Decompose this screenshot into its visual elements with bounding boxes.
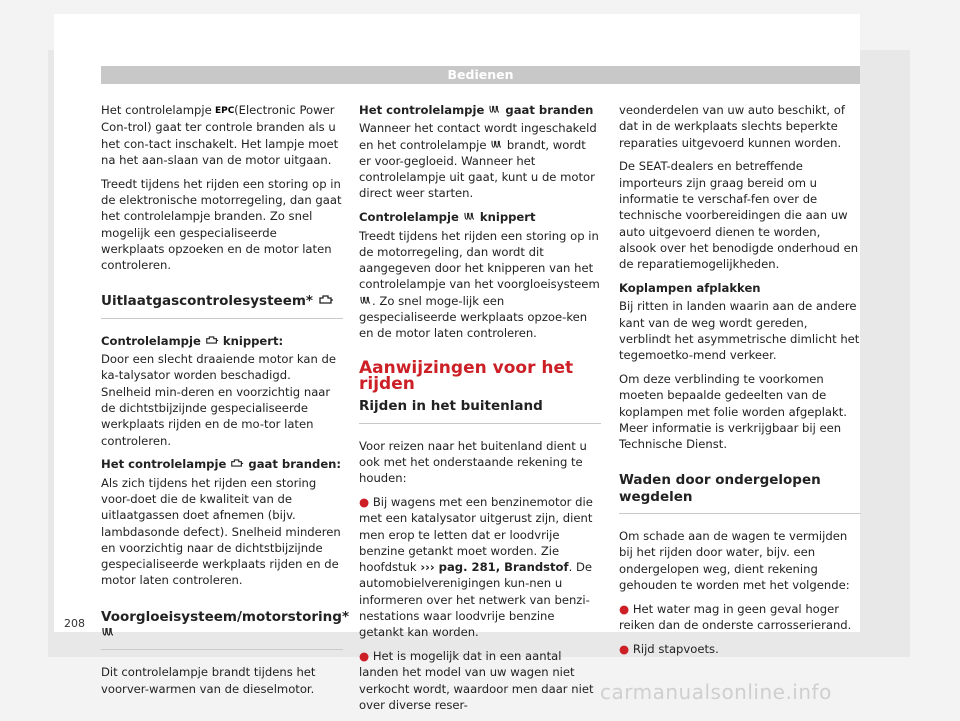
page-number: 208 — [64, 617, 85, 630]
paragraph: Om deze verblinding te voorkomen moeten bepaalde gedeelten van de koplampen met folie worden afgeplakt. Meer informatie is verkrijgbaar bij een Technische Dienst. — [619, 371, 847, 452]
paragraph: Om schade aan de wagen te vermijden bij het rijden door water, bijv. een ondergelopen weg, dient rekening gehouden te worden met het volgende: — [619, 529, 850, 592]
glow-plug-icon — [488, 103, 501, 117]
glow-plug-icon — [359, 294, 372, 308]
subheading: Koplampen afplakken — [619, 280, 761, 295]
watermark: carmanualsonline.info — [600, 680, 832, 704]
chapter-title: Aanwijzingen voor het rijden — [359, 357, 574, 394]
divider — [359, 423, 601, 424]
bullet-item: ● Het is mogelijk dat in een aantal landen het model van uw wagen niet verkocht wordt, waardoor men daar niet over diverse reser- — [359, 649, 594, 712]
paragraph: Dit controlelampje brandt tijdens het voorver-warmen van de dieselmotor. — [101, 665, 316, 696]
bullet-item: ● Rijd stapvoets. — [619, 641, 719, 656]
exhaust-emission-icon — [318, 293, 334, 309]
column-1 — [101, 102, 350, 704]
subheading: Controlelampje knippert — [359, 210, 536, 225]
section-heading-glow: Voorgloeisysteem/motorstoring* — [101, 609, 343, 651]
bullet-item: ● Het water mag in geen geval hoger reiken dan de onderste carrosserierand. — [619, 601, 852, 633]
paragraph: Het controlelampje EPC (Electronic Power Con-trol) gaat ter controle branden als u het con-tact inschakelt. Het lampje moet na het aan-slaan van de motor uitgaan. — [101, 103, 339, 167]
section-header: Bedienen — [101, 66, 860, 84]
exhaust-emission-icon — [230, 457, 244, 471]
glow-plug-icon — [101, 625, 115, 641]
paragraph: Treedt tijdens het rijden een storing op in de elektronische motorregeling, dan gaat het controlelampje branden. Zo snel mogelijk een gespecialiseerde werkplaats opzoeken en de motor laten controleren. — [101, 176, 342, 273]
glow-plug-icon — [490, 138, 503, 152]
subheading: Het controlelampje gaat branden: — [101, 457, 342, 472]
paragraph: veonderdelen van uw auto beschikt, of dat in de werkplaats slechts beperkte reparaties uitgevoerd kunnen worden. — [619, 103, 845, 150]
paragraph: De SEAT-dealers en betreffende importeurs zijn graag bereid om u informatie te verschaf-fen over de technische voorbereidingen die aan uw auto uitgevoerd dienen te worden, alsook over het benodigde onderhoud en de reparatiemogelijkheden. — [619, 159, 859, 272]
paragraph: Voor reizen naar het buitenland dient u ook met het onderstaande rekening te houden: — [359, 438, 587, 486]
bullet-icon: ● — [619, 641, 630, 656]
exhaust-emission-icon — [205, 334, 219, 348]
paragraph: Treedt tijdens het rijden een storing op in de motorregeling, dan wordt dit aangegeven door het knipperen van het controlelampje van het voorgloeisysteem . Zo snel moge-lijk een gespecialiseerde werkplaats opzoe-ken en de motor laten controleren. — [359, 228, 600, 341]
svg-text:EPC: EPC — [215, 106, 235, 116]
paragraph: Door een slecht draaiende motor kan de ka-talysator worden beschadigd. Snelheid min-deren en voorzichtig naar de dichtstbijzijnde gespecialiseerde werkplaats rijden en de mo-tor laten controleren. — [101, 352, 337, 448]
bullet-item: ● Bij wagens met een benzinemotor die met een katalysator uitgerust zijn, dient men erop te letten dat er loodvrije benzine getankt moet worden. Zie hoofdstuk ››› pag. 281, Brandstof. De automobielverenigingen kun-nen u informeren over het netwerk van benzi-nestations waar loodvrije benzine getankt kan worden. — [359, 494, 593, 640]
bullet-icon: ● — [359, 494, 370, 509]
column-3 — [619, 102, 861, 665]
bullet-icon: ● — [619, 601, 630, 616]
subheading: Controlelampje knippert: — [101, 333, 284, 348]
section-heading-wading: Waden door ondergelopen wegdelen — [619, 472, 861, 514]
page-reference-link[interactable]: ››› pag. 281, Brandstof — [420, 560, 569, 575]
paragraph: Als zich tijdens het rijden een storing voor-doet die de kwaliteit van de uitlaatgassen doet afnemen (bijv. lambdasonde defect). Snelheid minderen en voorzichtig naar de dichtstbijzijnde gespecialiseerde werkplaats rijden en de motor laten controleren. — [101, 475, 341, 588]
subheading: Het controlelampje gaat branden — [359, 103, 594, 117]
paragraph: Wanneer het contact wordt ingeschakeld en het controlelampje brandt, wordt er voor-gegloeid. Wanneer het controlelampje uit gaat, kunt u de motor direct weer starten. — [359, 121, 597, 201]
section-heading-exhaust: Uitlaatgascontrolesysteem* — [101, 293, 343, 318]
bullet-icon: ● — [359, 649, 370, 664]
section-subtitle: Rijden in het buitenland — [359, 398, 543, 415]
glow-plug-icon — [463, 210, 476, 224]
column-2 — [359, 102, 601, 721]
epc-warning-icon — [215, 104, 235, 117]
paragraph: Bij ritten in landen waarin aan de andere kant van de weg wordt gereden, verblindt het asymmetrische dimlicht het tegemoetko-mend verkeer. — [619, 299, 860, 363]
